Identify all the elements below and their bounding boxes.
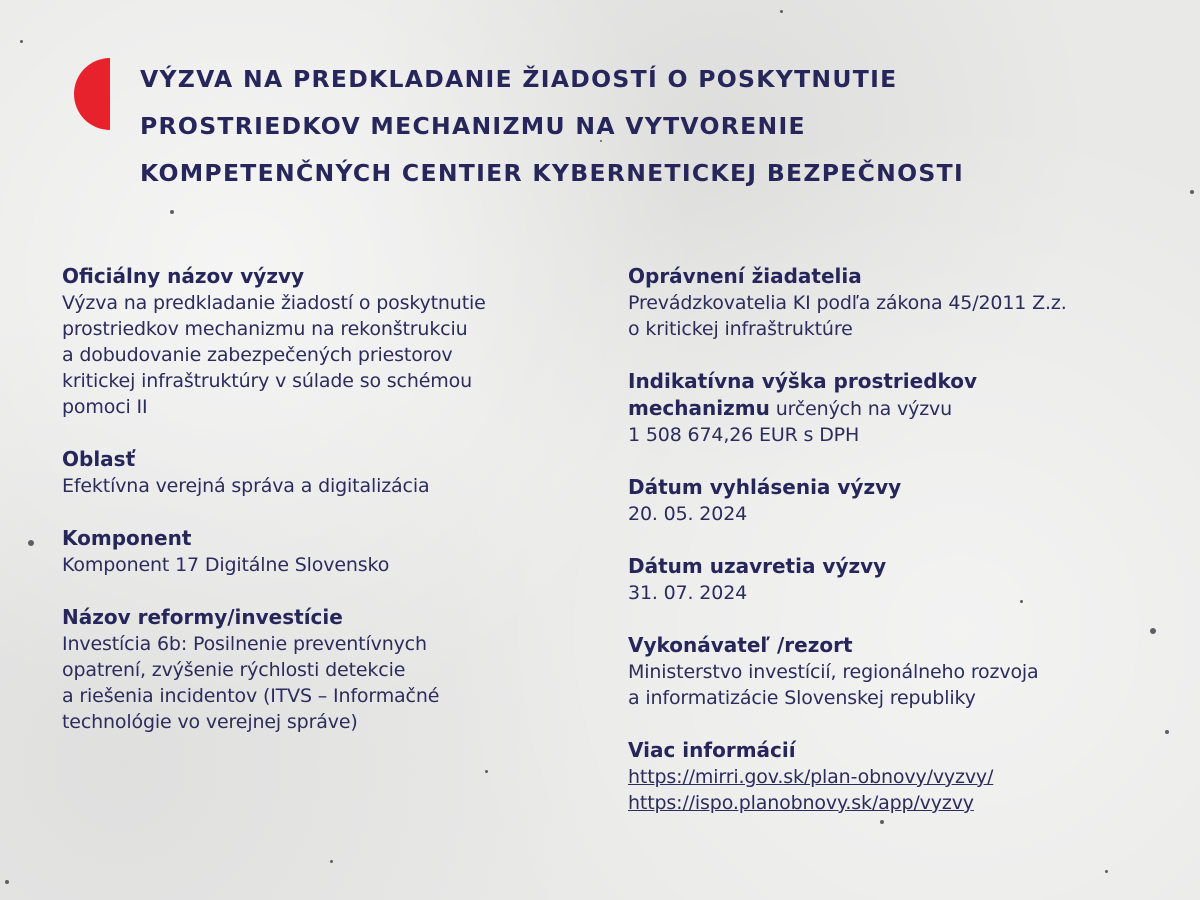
applicants-label: Oprávnení žiadatelia [628,264,862,288]
texture-speck [1190,190,1194,194]
more-info-label: Viac informácií [628,738,796,762]
mirri-link[interactable]: https://mirri.gov.sk/plan-obnovy/vyzvy/ [628,766,994,788]
announce-date-value: 20. 05. 2024 [628,503,748,525]
reform-value: Investícia 6b: Posilnenie preventívnych opatrení, zvýšenie rýchlosti detekcie a riešenia incidentov (ITVS – Informačné technológie vo verejnej správe) [62,633,440,733]
amount-label-line2-row [628,395,1188,422]
close-date-section [628,553,1188,606]
announce-date-label: Dátum vyhlásenia výzvy [628,475,902,499]
announce-date-section [628,474,1188,527]
area-value: Efektívna verejná správa a digitalizácia [62,475,430,497]
texture-speck [1105,870,1108,873]
texture-speck [5,880,9,884]
applicants-section [628,263,1188,342]
texture-speck [330,860,333,863]
amount-value: 1 508 674,26 EUR s DPH [628,424,860,446]
official-name-label: Oficiálny názov výzvy [62,264,305,288]
area-label: Oblasť [62,447,136,471]
official-name-section [62,263,582,420]
close-date-label: Dátum uzavretia výzvy [628,554,887,578]
more-info-section [628,737,1188,816]
texture-speck [780,10,783,13]
component-value: Komponent 17 Digitálne Slovensko [62,554,390,576]
texture-speck [170,210,174,214]
reform-label: Názov reformy/investície [62,605,343,629]
texture-speck [28,540,34,546]
amount-label-suffix: určených na výzvu [769,398,953,420]
texture-speck [880,820,884,824]
left-column [62,263,582,735]
area-section [62,446,582,499]
half-circle-logo-icon [62,58,110,130]
texture-speck [20,40,23,43]
page-title: VÝZVA NA PREDKLADANIE ŽIADOSTÍ O POSKYTNUTIE PROSTRIEDKOV MECHANIZMU NA VYTVORENIE KOMPETENČNÝCH CENTIER KYBERNETICKEJ BEZPEČNOSTI [140,65,964,187]
amount-section [628,368,1188,448]
component-section [62,525,582,578]
amount-label-line1: Indikatívna výška prostriedkov [628,369,978,393]
close-date-value: 31. 07. 2024 [628,582,748,604]
component-label: Komponent [62,526,192,550]
ispo-link[interactable]: https://ispo.planobnovy.sk/app/vyzvy [628,792,974,814]
executor-section [628,632,1188,711]
executor-label: Vykonávateľ /rezort [628,633,853,657]
right-column [628,263,1188,816]
official-name-value: Výzva na predkladanie žiadostí o poskytnutie prostriedkov mechanizmu na rekonštrukciu a dobudovanie zabezpečených priestorov kritickej infraštruktúry v súlade so schémou pomoci II [62,292,486,418]
reform-section [62,604,582,735]
amount-label-line2: mechanizmu [628,396,770,420]
executor-value: Ministerstvo investícií, regionálneho rozvoja a informatizácie Slovenskej republiky [628,661,1039,709]
texture-speck [485,770,488,773]
applicants-value: Prevádzkovatelia KI podľa zákona 45/2011 Z.z. o kritickej infraštruktúre [628,292,1067,340]
